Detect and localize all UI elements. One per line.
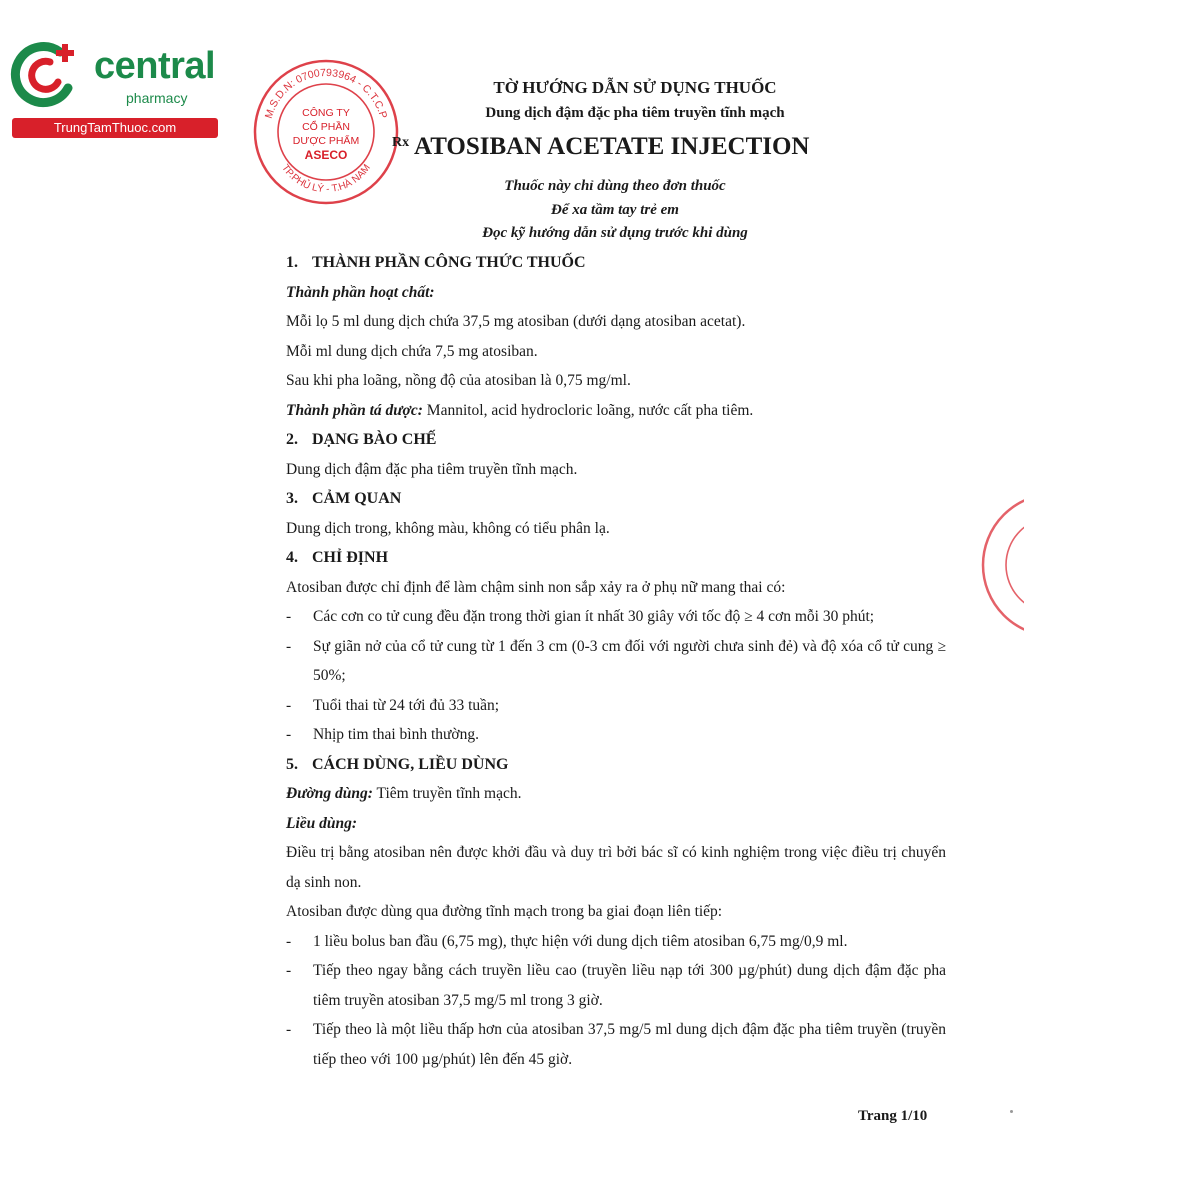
list-dash: - xyxy=(286,608,292,625)
inline-label: Đường dùng: xyxy=(286,785,373,802)
partial-stamp xyxy=(980,495,1024,635)
stamp-top-arc: M.S.D.N: 0700793964 - C.T.C.P xyxy=(262,66,390,120)
central-pharmacy-logo-icon xyxy=(10,38,84,112)
warning-prescription: Thuốc này chỉ dùng theo đơn thuốc xyxy=(504,178,726,194)
stamp-line-3: DƯỢC PHẨM xyxy=(292,135,360,147)
section-heading xyxy=(286,543,946,573)
list-item xyxy=(286,956,946,1015)
brand-sub: pharmacy xyxy=(126,90,188,106)
stamp-bottom-arc: TP.PHỦ LÝ - T.HÀ NAM xyxy=(279,162,373,196)
inline-text: Mannitol, acid hydrocloric loãng, nước cất pha tiêm. xyxy=(422,401,754,419)
stamp-line-1: CÔNG TY xyxy=(302,107,350,119)
brand-site: TrungTamThuoc.com xyxy=(12,118,218,138)
section-title: CẢM QUAN xyxy=(312,490,402,507)
list-item-text: Sự giãn nở của cổ tử cung từ 1 đến 3 cm (0-3 cm đối với người chưa sinh đẻ) và độ xóa cổ tử cung ≥ 50%; xyxy=(313,637,946,684)
rx-mark: Rx xyxy=(392,135,410,150)
list-item-text: Tuổi thai từ 24 tới đủ 33 tuần; xyxy=(313,696,500,714)
section-heading xyxy=(286,248,946,278)
warning-read-before-use: Đọc kỹ hướng dẫn sử dụng trước khi dùng xyxy=(482,225,748,241)
document-body xyxy=(286,248,946,1074)
product-name: ATOSIBAN ACETATE INJECTION xyxy=(414,133,810,160)
section-title: DẠNG BÀO CHẾ xyxy=(312,431,437,448)
list-dash: - xyxy=(286,932,292,950)
list-item-text: Tiếp theo là một liều thấp hơn của atosiban 37,5 mg/5 ml dung dịch đậm đặc pha tiêm truyền (truyền tiếp theo với 100 µg/phút) lên đến 45 giờ. xyxy=(313,1021,946,1068)
list-dash: - xyxy=(286,962,292,979)
list-item xyxy=(286,927,946,957)
section-heading xyxy=(286,484,946,514)
section-number: 5. xyxy=(286,755,298,773)
list-item xyxy=(286,720,946,750)
company-stamp xyxy=(252,58,400,206)
paragraph: Atosiban được chỉ định để làm chậm sinh non sắp xảy ra ở phụ nữ mang thai có: xyxy=(286,578,786,596)
list-item xyxy=(286,602,946,632)
inline-text: Tiêm truyền tĩnh mạch. xyxy=(372,785,522,802)
section-title: CHỈ ĐỊNH xyxy=(312,549,389,566)
paragraph xyxy=(286,396,946,426)
section-number: 3. xyxy=(286,490,298,507)
section-title: THÀNH PHẦN CÔNG THỨC THUỐC xyxy=(312,254,586,271)
stamp-line-4: ASECO xyxy=(304,148,348,162)
list-dash: - xyxy=(286,726,292,743)
list-item-text: Các cơn co tử cung đều đặn trong thời gian ít nhất 30 giây với tốc độ ≥ 4 cơn mỗi 30 phút; xyxy=(313,608,875,625)
paragraph: Mỗi ml dung dịch chứa 7,5 mg atosiban. xyxy=(286,342,538,360)
list-item-text: Tiếp theo ngay bằng cách truyền liều cao (truyền liều nạp tới 300 µg/phút) dung dịch đậm đặc pha tiêm truyền atosiban 37,5 mg/5 ml trong 3 giờ. xyxy=(313,962,946,1009)
document-subtitle: Dung dịch đậm đặc pha tiêm truyền tĩnh mạch xyxy=(485,105,785,121)
list-item xyxy=(286,632,946,691)
section-title: CÁCH DÙNG, LIỀU DÙNG xyxy=(312,755,509,773)
document-title: TỜ HƯỚNG DẪN SỬ DỤNG THUỐC xyxy=(493,78,777,97)
subheading: Liều dùng: xyxy=(286,814,358,832)
section-heading xyxy=(286,750,946,780)
warning-children: Để xa tầm tay trẻ em xyxy=(551,202,679,218)
list-item-text: Nhịp tim thai bình thường. xyxy=(313,726,479,743)
section-number: 4. xyxy=(286,549,298,566)
brand-logo xyxy=(10,38,215,138)
list-dash: - xyxy=(286,637,292,655)
section-number: 2. xyxy=(286,431,298,448)
section-heading xyxy=(286,425,946,455)
list-item xyxy=(286,691,946,721)
list-dash: - xyxy=(286,696,292,714)
paragraph: Dung dịch đậm đặc pha tiêm truyền tĩnh mạch. xyxy=(286,460,578,478)
subheading: Thành phần hoạt chất: xyxy=(286,283,435,301)
paragraph xyxy=(286,779,946,809)
paragraph: Điều trị bằng atosiban nên được khởi đầu và duy trì bởi bác sĩ có kinh nghiệm trong việc điều trị chuyển dạ sinh non. xyxy=(286,844,946,891)
page-number: Trang 1/10 xyxy=(858,1108,928,1124)
paragraph: Mỗi lọ 5 ml dung dịch chứa 37,5 mg atosiban (dưới dạng atosiban acetat). xyxy=(286,313,746,330)
paragraph: Sau khi pha loãng, nồng độ của atosiban là 0,75 mg/ml. xyxy=(286,372,631,389)
section-number: 1. xyxy=(286,254,298,271)
paragraph: Dung dịch trong, không màu, không có tiểu phân lạ. xyxy=(286,519,610,537)
list-dash: - xyxy=(286,1021,292,1038)
paragraph: Atosiban được dùng qua đường tĩnh mạch trong ba giai đoạn liên tiếp: xyxy=(286,903,723,920)
list-item-text: 1 liều bolus ban đầu (6,75 mg), thực hiện với dung dịch tiêm atosiban 6,75 mg/0,9 ml. xyxy=(313,932,848,950)
list-item xyxy=(286,1015,946,1074)
inline-label: Thành phần tá dược: xyxy=(286,401,423,419)
brand-name: central xyxy=(94,45,216,87)
stamp-line-2: CỔ PHẦN xyxy=(302,121,350,133)
scan-speck xyxy=(1010,1110,1013,1113)
